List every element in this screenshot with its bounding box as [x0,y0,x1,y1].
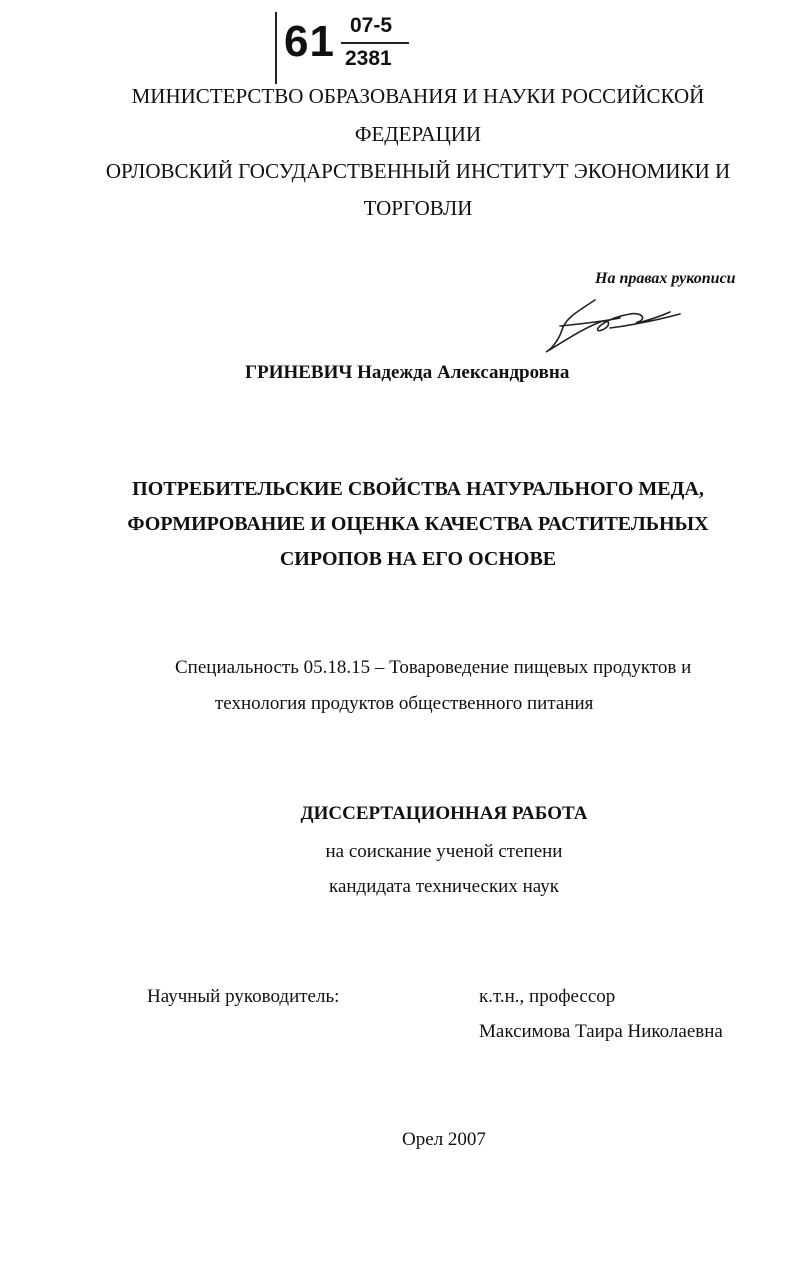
institute-line-1: ОРЛОВСКИЙ ГОСУДАРСТВЕННЫЙ ИНСТИТУТ ЭКОНОМИКИ И [105,159,731,183]
supervisor-name: Максимова Таира Николаевна [479,1021,723,1042]
ministry-line-1: МИНИСТЕРСТВО ОБРАЗОВАНИЯ И НАУКИ РОССИЙСКОЙ [131,84,705,108]
stamp-divider [341,42,409,44]
handwritten-signature [540,292,690,362]
degree-line-2: кандидата технических наук [329,876,559,897]
stamp-main-number: 61 [284,17,335,66]
degree-line-1: на соискание ученой степени [325,841,563,862]
work-type-heading: ДИССЕРТАЦИОННАЯ РАБОТА [300,803,588,824]
author-given-names: Надежда Александровна [357,362,570,383]
stamp-top-code: 07-5 [350,14,393,37]
title-line-2: ФОРМИРОВАНИЕ И ОЦЕНКА КАЧЕСТВА РАСТИТЕЛЬНЫХ [127,513,709,535]
institute-line-2: ТОРГОВЛИ [363,196,473,220]
stamp-bottom-code: 2381 [345,47,392,70]
author-name [245,362,569,384]
supervisor-degree: к.т.н., профессор [479,986,616,1007]
specialty-line-1: Специальность 05.18.15 – Товароведение пищевых продуктов и [175,657,692,678]
title-line-3: СИРОПОВ НА ЕГО ОСНОВЕ [279,548,557,570]
title-line-1: ПОТРЕБИТЕЛЬСКИЕ СВОЙСТВА НАТУРАЛЬНОГО МЕДА, [132,478,704,500]
city-year: Орел 2007 [402,1129,486,1150]
specialty-line-2: технология продуктов общественного питания [215,693,594,714]
ministry-line-2: ФЕДЕРАЦИИ [354,122,482,146]
author-surname: ГРИНЕВИЧ [245,362,353,383]
stamp-bar [275,12,277,84]
supervisor-label: Научный руководитель: [147,986,340,1007]
rights-note: На правах рукописи [595,270,736,287]
